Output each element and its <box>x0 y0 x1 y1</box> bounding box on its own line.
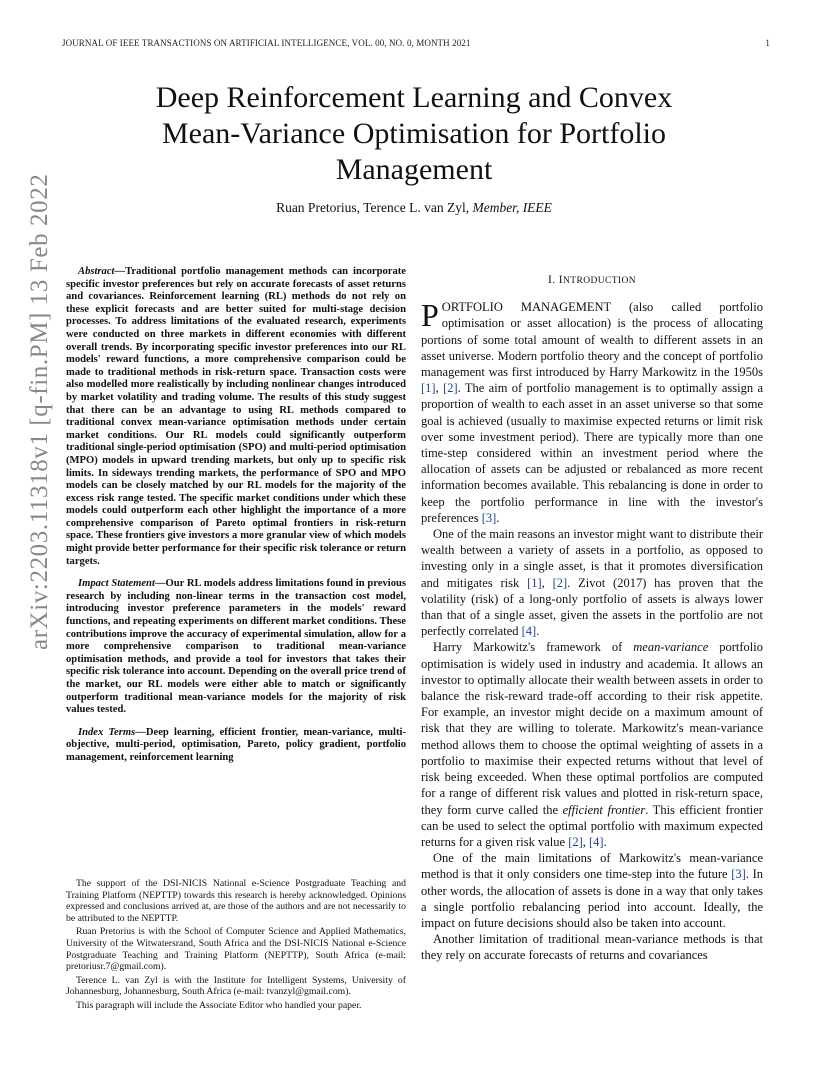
intro-text: . Zivot (2017) has proven that the volatility (risk) of a long-only portfolio of assets is always lower than that of a single asset, given the assets in the portfolio are not perfectly correlated <box>421 575 764 639</box>
author-line <box>70 200 758 216</box>
abstract-paragraph <box>66 266 406 568</box>
impact-statement-text: —Our RL models address limitations found in previous research by including non-linear terms in the transaction cost model, introducing investor preference parameters in the models' reward functions, and repeating experiments on different market conditions. These contributions improve the accuracy of experimental simulation, allow for a more comprehensive comparison to traditional mean-variance optimisation methods, and provide a tool for investors that takes their specific risk tolerance into account. Depending on the overall price trend of the market, our RL models were either able to match or significantly outperform traditional mean-variance models for the majority of risk values tested. <box>66 578 406 716</box>
citation-link[interactable]: [4] <box>589 834 604 849</box>
intro-paragraph <box>421 850 763 931</box>
footnotes <box>66 878 406 1014</box>
intro-paragraph <box>421 526 763 639</box>
index-terms-label: Index Terms <box>78 726 136 738</box>
paper-title <box>70 80 758 188</box>
intro-text: . This efficient frontier can be used to select the optimal portfolio with maximum expected returns for a given risk value <box>421 802 763 849</box>
author-membership: Member, IEEE <box>472 200 552 215</box>
impact-statement-label: Impact Statement <box>78 578 155 590</box>
footnote: Terence L. van Zyl is with the Institute for Intelligent Systems, University of Johannesburg, Johannesburg, South Africa (e-mail: tvanzyl@gmail.com). <box>66 974 406 998</box>
impact-statement-paragraph <box>66 578 406 717</box>
intro-lead-caps: ORTFOLIO MANAGEMENT <box>441 300 611 315</box>
section-heading-introduction <box>421 272 763 289</box>
footnote: Ruan Pretorius is with the School of Computer Science and Applied Mathematics, University of the Witwatersrand, South Africa and the DSI-NICIS National e-Science Postgraduate Teaching and Training Platform (NEPTTP), South Africa (e-mail: pretoriusr.7@gmail.com). <box>66 926 406 973</box>
citation-link[interactable]: [1] <box>527 575 542 590</box>
citation-link[interactable]: [2] <box>552 575 568 590</box>
intro-paragraph <box>421 931 763 963</box>
title-line: Mean-Variance Optimisation for Portfolio <box>161 117 667 150</box>
page-number: 1 <box>765 38 770 48</box>
intro-text: . In other words, the allocation of assets is done in a way that only takes a single portfolio rebalancing period into account. Ideally, the impact on future decisions should also be taken into account. <box>421 867 763 930</box>
intro-paragraph <box>421 299 763 526</box>
citation-separator: , <box>582 834 590 849</box>
section-title-rest: NTRODUCTION <box>563 276 637 286</box>
title-line: Management <box>335 153 493 186</box>
citation-link[interactable]: [2] <box>568 834 583 849</box>
intro-text: One of the main limitations of Markowitz's mean-variance method is that it only considers one time-step into the future <box>421 851 763 882</box>
citation-separator: , <box>541 575 553 590</box>
running-head-text: JOURNAL OF IEEE TRANSACTIONS ON ARTIFICIAL INTELLIGENCE, VOL. 00, NO. 0, MONTH 2021 <box>62 38 471 48</box>
section-initial: I <box>558 274 563 286</box>
citation-link[interactable]: [4] <box>521 624 537 639</box>
intro-emphasis: efficient frontier <box>562 802 646 817</box>
intro-text: One of the main reasons an investor might want to distribute their wealth between a variety of assets in a portfolio, as opposed to investing only in a single asset, is that it promotes diversification and mitigates risk <box>421 527 763 590</box>
citation-link[interactable]: [2] <box>443 381 458 396</box>
intro-text: Harry Markowitz's framework of <box>433 640 634 655</box>
intro-text: (also called portfolio optimisation or asset allocation) is the process of allocating portions of some total amount of wealth to different assets in an asset universe. Modern portfolio theory and the concept of portfolio management was first introduced by Harry Markowitz in the 1950s <box>421 300 763 380</box>
footnote: The support of the DSI-NICIS National e-Science Postgraduate Teaching and Training Platform (NEPTTP) towards this research is hereby acknowledged. Opinions expressed and conclusions arrived at, are those of the authors and are not necessarily to be attributed to the NEPTTP. <box>66 878 406 924</box>
index-terms-text: —Deep learning, efficient frontier, mean-variance, multi-objective, multi-period, optimisation, Pareto, policy gradient, portfolio management, reinforcement learning <box>66 726 406 763</box>
citation-link[interactable]: [3] <box>481 510 497 525</box>
citation-link[interactable]: [1] <box>421 381 436 396</box>
intro-emphasis: mean-variance <box>633 640 709 655</box>
left-column <box>66 266 406 775</box>
citation-link[interactable]: [3] <box>731 867 746 882</box>
intro-text: . <box>496 510 500 525</box>
arxiv-stamp <box>6 173 53 650</box>
intro-text: Another limitation of traditional mean-variance methods is that they rely on accurate forecasts of returns and covariances <box>421 932 763 963</box>
intro-paragraph <box>421 639 763 850</box>
abstract-label: Abstract <box>78 266 115 277</box>
running-head <box>62 38 770 48</box>
right-column <box>421 266 763 964</box>
section-number: I. <box>547 274 559 286</box>
abstract-text: —Traditional portfolio management methods can incorporate specific investor preferences but rely on accurate forecasts of asset returns and covariances. Reinforcement learning (RL) methods do not rely on these explicit forecasts and are better suited for multi-stage decision processes. To address limitations of the evaluated research, experiments were conducted on three markets in different economies with different overall trends. By incorporating specific investor preferences into our RL models' reward functions, a more comprehensive comparison could be made to traditional methods in risk-return space. Transaction costs were also modelled more realistically by including nonlinear changes introduced by market volatility and trading volume. The results of this study suggest that there can be an advantage to using RL methods compared to traditional convex mean-variance optimisation methods under certain market conditions. Our RL models could significantly outperform traditional single-period optimisation (SPO) and multi-period optimisation (MPO) models in upward trending markets, but only up to specific risk limits. In sideways trending markets, the performance of SPO and MPO models can be closely matched by our RL models for the majority of the excess risk range tested. The specific market conditions under which these models could outperform each other highlight the importance of a more comprehensive comparison of Pareto optimal frontiers in risk-return space. These frontiers give investors a more granular view of which models might provide better performance for their specific risk tolerance or return targets. <box>66 266 406 567</box>
footnote: This paragraph will include the Associate Editor who handled your paper. <box>76 999 362 1011</box>
intro-text: portfolio optimisation is widely used in industry and academia. It allows an investor to optimally allocate their wealth between assets in order to balance the risk-reward trade-off according to their risk appetite. For example, an investor might decide on a maximum amount of risk that they are willing to tolerate. Markowitz's mean-variance method allows them to choose the optimal weighting of assets in a portfolio to maximise their expected returns without that level of risk being exceeded. When these optimal portfolios are computed for a range of different risk values and plotted in risk-return space, they form curve called the <box>421 640 763 817</box>
citation-separator: , <box>435 381 444 396</box>
author-names: Ruan Pretorius, Terence L. van Zyl, <box>276 200 473 215</box>
intro-text: . The aim of portfolio management is to optimally assign a proportion of wealth to each asset in an asset universe so that some goal is achieved (usually to maximise expected returns or limit risk over some investment period). There are typically more than one time-step considered within an investment period where the allocation of assets can be adjusted or rebalanced as more recent information becomes available. This rebalancing is done in order to keep the portfolio performance in line with the investor's preferences <box>421 381 764 525</box>
index-terms-paragraph <box>66 727 406 765</box>
intro-text: . <box>603 834 607 849</box>
title-line: Deep Reinforcement Learning and Convex <box>155 81 673 114</box>
intro-text: . <box>536 624 540 639</box>
arxiv-identifier: arXiv:2203.11318v1 [q-fin.PM] 13 Feb 2022 <box>26 173 53 650</box>
drop-cap: P <box>421 297 439 334</box>
